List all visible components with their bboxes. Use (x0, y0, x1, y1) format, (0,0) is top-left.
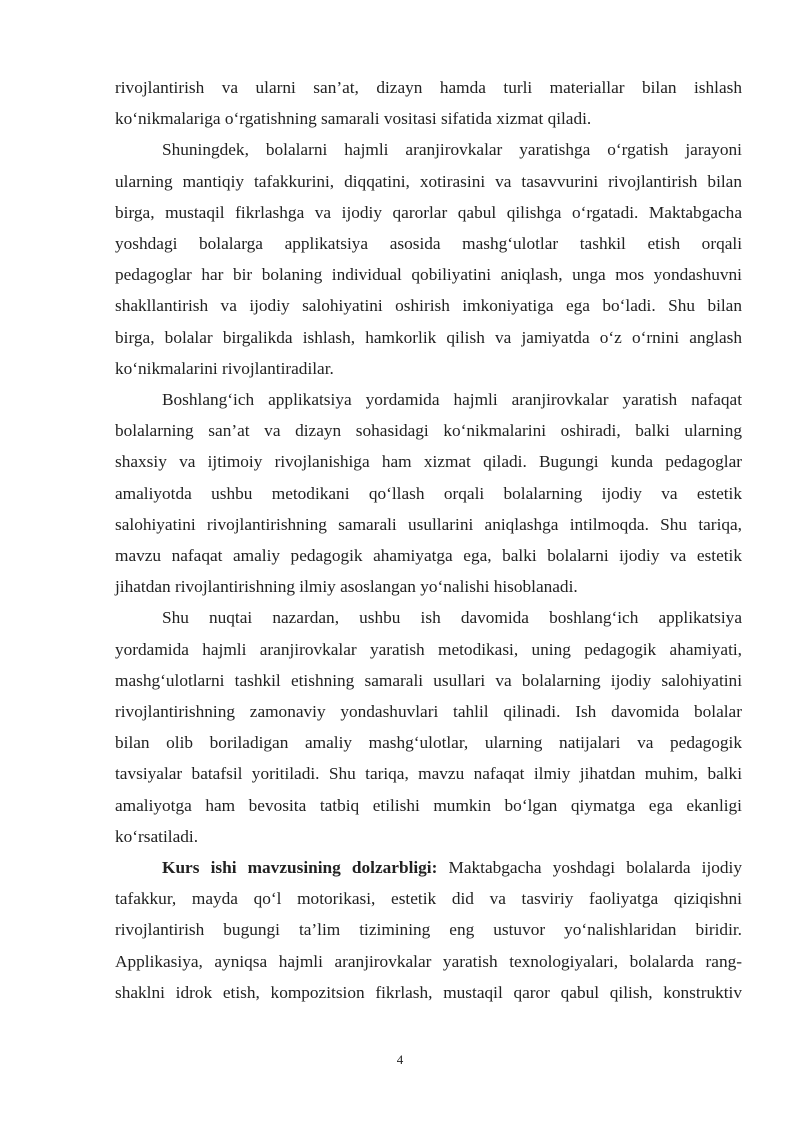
text-line: yoshdagi bolalarga applikatsiya asosida mashg‘ulotlar tashkil etish orqali (115, 234, 742, 254)
text-line: salohiyatini rivojlantirishning samarali usullarini aniqlashga intilmoqda. Shu tariqa, (115, 514, 742, 534)
text-line: yordamida hajmli aranjirovkalar yaratish metodikasi, uning pedagogik ahamiyati, (115, 639, 742, 659)
text-line: amaliyotga ham bevosita tatbiq etilishi mumkin bo‘lgan qiymatga ega ekanligi (115, 795, 742, 815)
text-line: tafakkur, mayda qo‘l motorikasi, estetik did va tasviriy faoliyatga qiziqishni (115, 889, 742, 909)
text-line: jihatdan rivojlantirishning ilmiy asoslangan yo‘nalishi hisoblanadi. (115, 577, 578, 597)
text-line: ko‘rsatiladi. (115, 826, 199, 846)
text-line: shaklni idrok etish, kompozitsion fikrlash, mustaqil qaror qabul qilish, konstruktiv (115, 982, 742, 1002)
text-line: ko‘nikmalariga o‘rgatishning samarali vositasi sifatida xizmat qiladi. (115, 109, 592, 129)
body-text (115, 72, 742, 1008)
text-line: rivojlantirish bugungi ta’lim tizimining eng ustuvor yo‘nalishlaridan biridir. (115, 920, 742, 940)
paragraph-start-line (115, 852, 742, 883)
text-line: mashg‘ulotlarni tashkil etishning samarali usullari va bolalarning ijodiy salohiyatini (115, 670, 742, 690)
section-heading-inline: Kurs ishi mavzusining dolzarbligi: (162, 858, 438, 878)
text-line: bilan olib boriladigan amaliy mashg‘ulotlar, ularning natijalari va pedagogik (115, 733, 742, 753)
text-line: birga, bolalar birgalikda ishlash, hamkorlik qilish va jamiyatda o‘z o‘rnini anglash (115, 327, 742, 347)
text-line: ularning mantiqiy tafakkurini, diqqatini, xotirasini va tasavvurini rivojlantirish bilan (115, 171, 742, 191)
text-line: rivojlantirishning zamonaviy yondashuvlari tahlil qilinadi. Ish davomida bolalar (115, 702, 742, 722)
page-number: 4 (396, 1052, 404, 1067)
text-line: birga, mustaqil fikrlashga va ijodiy qarorlar qabul qilishga o‘rgatadi. Maktabgacha (115, 202, 742, 222)
text-line: rivojlantirish va ularni san’at, dizayn hamda turli materiallar bilan ishlash (115, 78, 742, 97)
paragraph-start-line: Boshlang‘ich applikatsiya yordamida hajmli aranjirovkalar yaratish nafaqat (162, 390, 742, 410)
paragraph-start-line: Shu nuqtai nazardan, ushbu ish davomida boshlang‘ich applikatsiya (162, 608, 742, 628)
text-line: amaliyotda ushbu metodikani qo‘llash orqali bolalarning ijodiy va estetik (115, 483, 742, 503)
text-line: shakllantirish va ijodiy salohiyatini oshirish imkoniyatiga ega bo‘ladi. Shu bilan (115, 296, 742, 316)
text-line: tavsiyalar batafsil yoritiladi. Shu tariqa, mavzu nafaqat ilmiy jihatdan muhim, balki (115, 764, 742, 784)
text-line: pedagoglar har bir bolaning individual qobiliyatini aniqlash, unga mos yondashuvni (115, 265, 742, 285)
text-line: Applikasiya, ayniqsa hajmli aranjirovkalar yaratish texnologiyalari, bolalarda rang- (115, 951, 742, 971)
text-line: ko‘nikmalarini rivojlantiradilar. (115, 358, 334, 378)
text-line: bolalarning san’at va dizayn sohasidagi ko‘nikmalarini oshiradi, balki ularning (115, 421, 742, 441)
text-line: mavzu nafaqat amaliy pedagogik ahamiyatga ega, balki bolalarni ijodiy va estetik (115, 546, 742, 566)
paragraph-start-line: Shuningdek, bolalarni hajmli aranjirovkalar yaratishga o‘rgatish jarayoni (162, 140, 742, 160)
text-span: Maktabgacha yoshdagi bolalarda ijodiy (437, 858, 742, 878)
text-line: shaxsiy va ijtimoiy rivojlanishiga ham xizmat qiladi. Bugungi kunda pedagoglar (115, 452, 742, 472)
